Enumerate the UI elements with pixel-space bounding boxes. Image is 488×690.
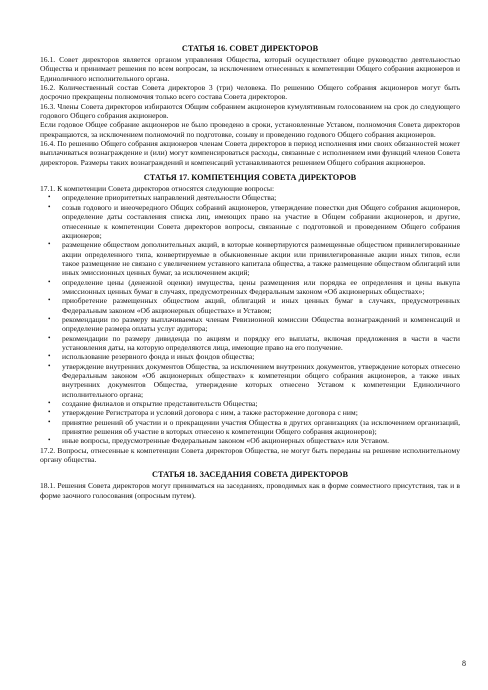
list-item-text: утверждение внутренних документов Общества, за исключением внутренних документов, утверждение которых отнесено Федеральным законом «Об акционерных обществах» к компетенции общего собрания акционеров, а также иных внутренних документов Общества, утверждение которых отнесено Уставом к компетенции Единоличного исполнительного органа; bbox=[62, 361, 460, 399]
article-18-heading: СТАТЬЯ 18. ЗАСЕДАНИЯ СОВЕТА ДИРЕКТОРОВ bbox=[152, 470, 348, 480]
bullet-icon: • bbox=[48, 277, 51, 286]
bullet-icon: • bbox=[48, 361, 51, 370]
bullet-icon: • bbox=[48, 436, 51, 445]
list-item bbox=[48, 296, 460, 315]
list-item bbox=[48, 436, 460, 446]
paragraph-16-1: 16.1. Совет директоров является органом управления Общества, который осуществляет общее руководство деятельностью Общества и принимает решения по всем вопросам, за исключением отнесенных к компетенции Общего собрания акционеров и Единоличного исполнительного органа. bbox=[40, 55, 460, 83]
list-item bbox=[48, 314, 460, 334]
paragraph-16-4: 16.4. По решению Общего собрания акционеров членам Совета директоров в период исполнения ими своих обязанностей может выплачиваться вознаграждение и (или) могут компенсироваться расходы, связанные с исполнением ими функций членов Совета директоров. Размеры таких вознаграждений и компенсаций устанавливаются решением Общего собрания акционеров. bbox=[40, 139, 460, 167]
paragraph-16-3: 16.3. Члены Совета директоров избираются Общим собранием акционеров кумулятивным голосованием на срок до следующего годового Общего собрания акционеров. bbox=[40, 101, 460, 121]
bullet-icon: • bbox=[48, 202, 51, 211]
list-item bbox=[48, 240, 460, 278]
list-item-text: иные вопросы, предусмотренные Федеральным законом «Об акционерных обществах» или Уставом. bbox=[62, 436, 389, 446]
bullet-icon: • bbox=[48, 240, 51, 249]
article-18-body bbox=[40, 481, 460, 500]
bullet-icon: • bbox=[48, 333, 51, 342]
list-item bbox=[48, 399, 460, 409]
list-item-text: рекомендации по размеру дивиденда по акциям и порядку его выплаты, включая предложения в части в части установления даты, на которую определяются лица, имеющие право на его получение. bbox=[62, 333, 460, 352]
paragraph-18-1: 18.1. Решения Совета директоров могут приниматься на заседаниях, проводимых как в форме совместного присутствия, так и в форме заочного голосования (опросным путем). bbox=[40, 481, 460, 500]
article-17-heading: СТАТЬЯ 17. КОМПЕТЕНЦИЯ СОВЕТА ДИРЕКТОРОВ bbox=[143, 173, 357, 183]
bullet-icon: • bbox=[48, 193, 51, 202]
list-item bbox=[48, 417, 460, 437]
bullet-icon: • bbox=[48, 408, 51, 417]
list-item bbox=[48, 333, 460, 353]
bullet-icon: • bbox=[48, 314, 51, 323]
list-item bbox=[48, 202, 460, 240]
list-item bbox=[48, 277, 460, 297]
bullet-icon: • bbox=[48, 417, 51, 426]
list-item-text: принятие решений об участии и о прекращении участия Общества в других организациях (за исключением организаций, принятие решения об участие в которых отнесено к компетенции Общего собрания акционеров); bbox=[62, 417, 460, 437]
list-item-text: рекомендации по размеру выплачиваемых членам Ревизионной комиссии Общества вознаграждений и компенсаций и определение размера оплаты услуг аудитора; bbox=[62, 314, 460, 334]
competence-list bbox=[40, 193, 460, 445]
list-item bbox=[48, 361, 460, 399]
list-item bbox=[48, 352, 460, 362]
bullet-icon: • bbox=[48, 352, 51, 361]
article-17-body bbox=[40, 184, 460, 464]
list-item-text: созыв годового и внеочередного Общих собраний акционеров, утверждение повестки дня Общего собрания акционеров, определение даты составления списка лиц, имеющих право на участие в Общем собрании акционеров, и другие, отнесенные к компетенции Совета директоров вопросы, связанные с подготовкой и проведением Общего собрания акционеров; bbox=[62, 202, 460, 240]
paragraph-17-2: 17.2. Вопросы, отнесенные к компетенции Совета директоров Общества, не могут быть переданы на решение исполнительному органу общества. bbox=[40, 445, 460, 465]
list-item-text: определение цены (денежной оценки) имущества, цены размещения или порядка ее определения и цены выкупа эмиссионных ценных бумаг в случаях, предусмотренных Федеральным законом «Об акционерных обществах»; bbox=[62, 277, 460, 296]
list-item-text: утверждение Регистратора и условий договора с ним, а также расторжение договора с ним; bbox=[62, 408, 358, 418]
article-16-body bbox=[40, 55, 460, 167]
list-item-text: приобретение размещенных обществом акций, облигаций и иных ценных бумаг в случаях, предусмотренных Федеральным законом «Об акционерных обществах» и Уставом; bbox=[62, 296, 460, 315]
bullet-icon: • bbox=[48, 296, 51, 305]
paragraph-16-3-continued: Если годовое Общее собрание акционеров не было проведено в сроки, установленные Уставом, полномочия Совета директоров прекращаются, за исключением полномочий по подготовке, созыву и проведению годового Общего собрания акционеров. bbox=[40, 120, 460, 139]
page-number: 8 bbox=[462, 658, 466, 668]
paragraph-17-1-intro: 17.1. К компетенции Совета директоров относятся следующие вопросы: bbox=[40, 184, 275, 194]
list-item bbox=[48, 408, 460, 418]
list-item-text: определение приоритетных направлений деятельности Общества; bbox=[62, 193, 277, 203]
list-item-text: создание филиалов и открытие представительств Общества; bbox=[62, 399, 258, 409]
list-item-text: использование резервного фонда и иных фондов общества; bbox=[62, 352, 255, 362]
bullet-icon: • bbox=[48, 399, 51, 408]
paragraph-16-2: 16.2. Количественный состав Совета директоров 3 (три) человека. По решению Общего собрания акционеров могут быть досрочно прекращены полномочия только всего состава Совета директоров. bbox=[40, 83, 460, 102]
article-16-heading: СТАТЬЯ 16. СОВЕТ ДИРЕКТОРОВ bbox=[181, 44, 319, 53]
list-item bbox=[48, 193, 460, 203]
list-item-text: размещение обществом дополнительных акций, в которые конвертируются размещенные обществом привилегированные акции определенного типа, конвертируемые в обыкновенные акции или привилегированные акции иных типов, если такое размещение не связано с увеличением уставного капитала общества, а также размещение обществом облигаций или иных эмиссионных ценных бумаг, за исключением акций; bbox=[62, 240, 460, 278]
